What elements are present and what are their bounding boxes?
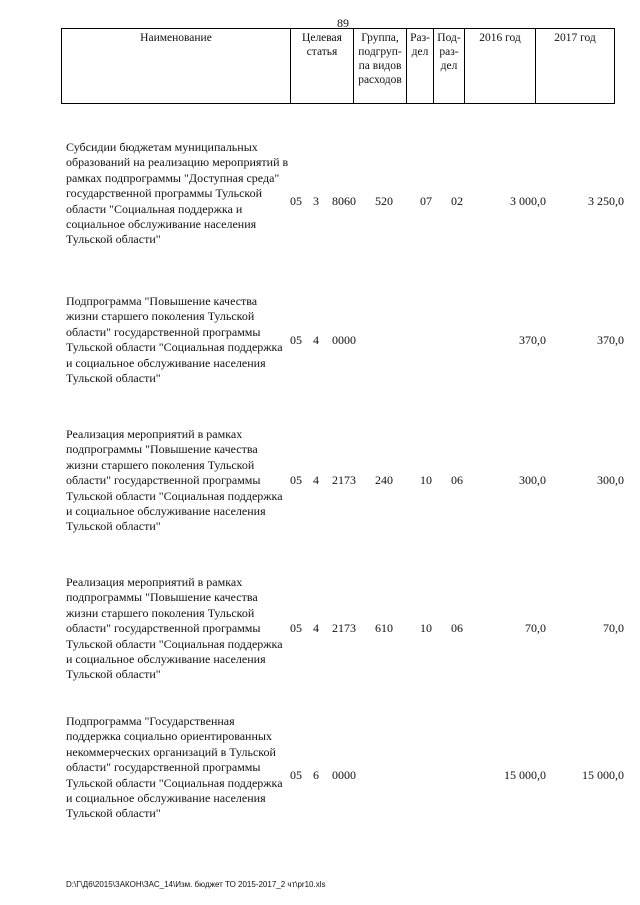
row-section: 10 (420, 621, 432, 635)
row-name: Реализация мероприятий в рамках подпрограммы "Повышение качества жизни старшего поколения Тульской области" государственной программы Тульской области "Социальная поддержка и социальное обслуживание населения Тульской области" (66, 575, 283, 682)
row-2017-value: 370,0 (597, 333, 624, 347)
col-2016-header: 2016 год (465, 29, 536, 104)
row-name: Подпрограмма "Государственная поддержка социально ориентированных некоммерческих организаций в Тульской области" государственной программы Тульской области "Социальная поддержка и социальное обслуживание населения Тульской области" (66, 714, 283, 821)
row-2016-value: 3 000,0 (510, 194, 546, 208)
col-subsection-header: Под-раз-дел (434, 29, 465, 104)
col-group-header: Группа, подгруп-па видов расходов (354, 29, 407, 104)
row-name: Подпрограмма "Повышение качества жизни старшего поколения Тульской области" государственной программы Тульской области "Социальная поддержка и социальное обслуживание населения Тульской области" (66, 294, 283, 386)
row-target-subprogram: 6 (313, 768, 319, 782)
page-number: 89 (337, 16, 349, 30)
row-2017-value: 3 250,0 (588, 194, 624, 208)
row-target-subprogram: 4 (313, 621, 319, 635)
row-subsection: 06 (451, 621, 463, 635)
row-group: 610 (375, 621, 393, 635)
row-2016-value: 300,0 (519, 473, 546, 487)
row-target-subprogram: 4 (313, 473, 319, 487)
row-2016-value: 370,0 (519, 333, 546, 347)
row-target-program: 05 (290, 768, 302, 782)
file-path-footer: D:\Г\Д6\2015\ЗАКОН\ЗАС_14\Изм. бюджет ТО 2015-2017_2 чт\pr10.xls (66, 880, 326, 889)
row-target-subprogram: 4 (313, 333, 319, 347)
row-group: 520 (375, 194, 393, 208)
row-target-program: 05 (290, 333, 302, 347)
row-2017-value: 300,0 (597, 473, 624, 487)
col-target-header: Целевая статья (291, 29, 354, 104)
row-section: 10 (420, 473, 432, 487)
row-2016-value: 15 000,0 (504, 768, 546, 782)
row-subsection: 02 (451, 194, 463, 208)
row-2016-value: 70,0 (525, 621, 546, 635)
row-section: 07 (420, 194, 432, 208)
row-2017-value: 70,0 (603, 621, 624, 635)
row-target-program: 05 (290, 194, 302, 208)
row-name: Субсидии бюджетам муниципальных образований на реализацию мероприятий в рамках подпрограммы "Доступная среда" государственной программы Тульской области "Социальная поддержка и социальное обслуживание населения Тульской области" (66, 140, 289, 247)
row-target-code: 2173 (332, 473, 356, 487)
row-target-program: 05 (290, 621, 302, 635)
row-2017-value: 15 000,0 (582, 768, 624, 782)
row-target-code: 0000 (332, 768, 356, 782)
row-group: 240 (375, 473, 393, 487)
row-target-code: 8060 (332, 194, 356, 208)
row-target-code: 0000 (332, 333, 356, 347)
col-section-header: Раз-дел (407, 29, 434, 104)
row-subsection: 06 (451, 473, 463, 487)
col-name-header: Наименование (62, 29, 291, 104)
col-2017-header: 2017 год (536, 29, 615, 104)
row-target-subprogram: 3 (313, 194, 319, 208)
row-target-code: 2173 (332, 621, 356, 635)
row-target-program: 05 (290, 473, 302, 487)
row-name: Реализация мероприятий в рамках подпрограммы "Повышение качества жизни старшего поколения Тульской области" государственной программы Тульской области "Социальная поддержка и социальное обслуживание населения Тульской области" (66, 427, 283, 534)
